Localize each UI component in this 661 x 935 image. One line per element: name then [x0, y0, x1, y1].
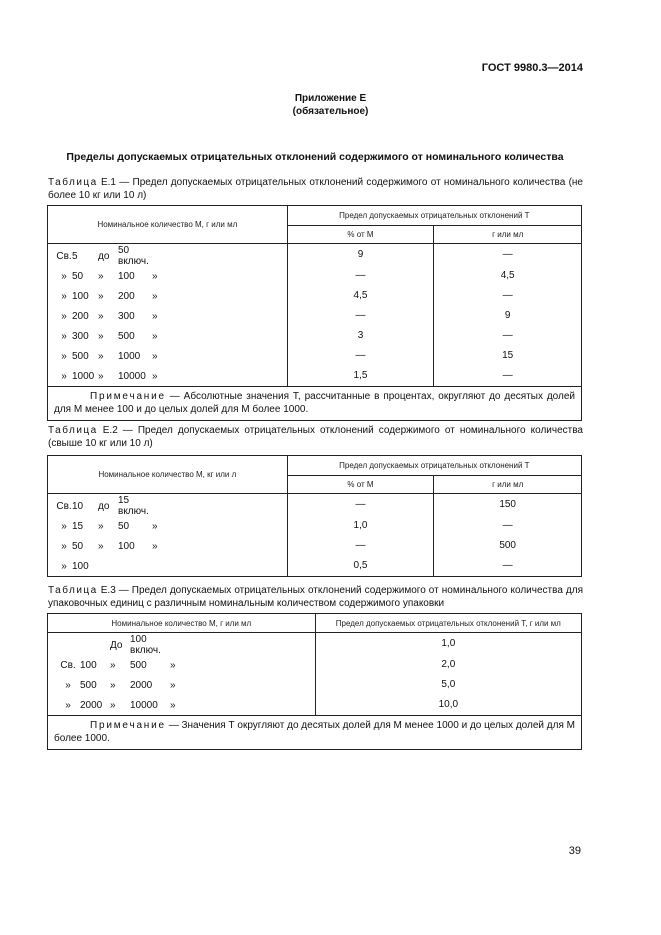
table2-row-nominal-cell [48, 536, 288, 556]
table3-col-limit: Предел допускаемых отрицательных отклонений Т, г или мл [315, 614, 581, 633]
table1-abs-cell: — [434, 326, 582, 346]
appendix-status: (обязательное) [292, 106, 369, 117]
table2-row-range-b: 100 [72, 560, 89, 572]
table1-row-range-b: 50 [72, 270, 84, 282]
table-row [48, 366, 582, 387]
table2-row-range-e: » [152, 520, 158, 532]
table2-row-range-c: » [98, 540, 104, 552]
table1-row-range-a: » [61, 270, 67, 282]
table-row [48, 516, 582, 536]
table3-row-range-e: » [170, 679, 176, 691]
table1-col-pct: % от М [287, 226, 434, 244]
table2-row-range-d: 100 [118, 540, 135, 552]
table3-row-nominal-cell [48, 655, 316, 675]
table3-note-label: Примечание [90, 720, 166, 731]
table3-row-range-d: 2000 [130, 679, 153, 691]
table3-row-range-d: 10000 [130, 699, 158, 711]
table2-abs-cell: 150 [434, 494, 582, 517]
table1-row-range-e: » [152, 370, 158, 382]
table1-row-range-c: » [98, 330, 104, 342]
table1-pct-cell: 9 [287, 244, 434, 267]
table1-row-range-d: 10000 [118, 370, 146, 382]
table3-note-text: — Значения Т округляют до десятых долей для М менее 1000 и до целых долей для М более 1000. [54, 720, 575, 744]
table1-row-nominal-cell [48, 286, 288, 306]
table3-row-range-c: До [110, 639, 123, 651]
table1-note [48, 387, 582, 421]
table1-pct-cell: — [287, 346, 434, 366]
table1-row-range-a: » [61, 350, 67, 362]
table1-abs-cell: 4,5 [434, 266, 582, 286]
table3-note [48, 716, 582, 750]
table2-row-range-a: » [61, 560, 67, 572]
table-row [48, 286, 582, 306]
table1-pct-cell: 1,5 [287, 366, 434, 387]
table1-row-nominal-cell [48, 266, 288, 286]
table2-row-range-b: 50 [72, 540, 84, 552]
table1-row-range-d: 50 включ. [118, 245, 149, 267]
table2-row-range-e: » [152, 540, 158, 552]
table-row [48, 536, 582, 556]
table3-row-range-b: 500 [80, 679, 97, 691]
table1-pct-cell: 4,5 [287, 286, 434, 306]
table-row [48, 326, 582, 346]
table3-row-range-a: » [65, 699, 71, 711]
table2-col-nominal: Номинальное количество М, кг или л [48, 456, 288, 494]
table1-caption [48, 176, 583, 202]
table1-row-range-d: 300 [118, 310, 135, 322]
appendix-title: Приложение Е [294, 93, 367, 104]
table2-row-nominal-cell [48, 556, 288, 577]
table-row [48, 494, 582, 517]
table1-row-range-d: 100 [118, 270, 135, 282]
table2-row-range-b: 15 [72, 520, 84, 532]
table1-row-range-a: » [61, 370, 67, 382]
table3-row-nominal-cell [48, 675, 316, 695]
appendix-heading [0, 92, 661, 118]
table-row [48, 633, 582, 656]
table1-row-range-e: » [152, 330, 158, 342]
table2-row-range-a: » [61, 520, 67, 532]
table3-row-range-c: » [110, 679, 116, 691]
table2-col-pct: % от М [287, 476, 434, 494]
table3-caption-text: Е.3 — Предел допускаемых отрицательных отклонений содержимого от номинального количества для упаковочных единиц с различным номинальным количеством содержимого упаковки [48, 585, 583, 609]
table1-row-range-d: 500 [118, 330, 135, 342]
table3-row-range-e: » [170, 659, 176, 671]
table3-row-nominal-cell [48, 695, 316, 716]
page-number: 39 [568, 845, 581, 857]
main-title: Пределы допускаемых отрицательных отклонений содержимого от номинального количества [66, 151, 564, 163]
table2-row-range-c: » [98, 520, 104, 532]
table1-col-abs: г или мл [434, 226, 582, 244]
table1-row-range-a: Св. [56, 250, 72, 262]
table3-col-nominal: Номинальное количество М, г или мл [48, 614, 316, 633]
table1-row-range-e: » [152, 290, 158, 302]
table3-row-range-c: » [110, 699, 116, 711]
table1-row-nominal-cell [48, 326, 288, 346]
table-row [48, 266, 582, 286]
table1-abs-cell: 15 [434, 346, 582, 366]
table1-row-range-c: до [98, 250, 110, 262]
table1-row-range-d: 200 [118, 290, 135, 302]
table1-note-text: — Абсолютные значения Т, рассчитанные в процентах, округляют до десятых долей для М менее 100 и до целых долей для М более 1000. [54, 391, 575, 415]
table1-abs-cell: — [434, 286, 582, 306]
table2-abs-cell: — [434, 516, 582, 536]
table1-abs-cell: — [434, 366, 582, 387]
table1-row-nominal-cell [48, 366, 288, 387]
table3-val-cell: 10,0 [315, 695, 581, 716]
table1-row-range-e: » [152, 350, 158, 362]
table1-caption-text: Е.1 — Предел допускаемых отрицательных отклонений содержимого от номинального количества (не более 10 кг или 10 л) [48, 177, 583, 201]
table-row [48, 695, 582, 716]
table1-row-range-a: » [61, 310, 67, 322]
table1-row-range-c: » [98, 370, 104, 382]
table1-row-range-c: » [98, 310, 104, 322]
table3 [47, 613, 582, 750]
table3-row-nominal-cell [48, 633, 316, 656]
table3-row-range-a: Св. [60, 659, 76, 671]
table1-row-range-b: 5 [72, 250, 78, 262]
table1-col-nominal: Номинальное количество М, г или мл [48, 206, 288, 244]
table3-caption [48, 584, 583, 610]
table1-row-range-e: » [152, 310, 158, 322]
table2-col-abs: г или мл [434, 476, 582, 494]
table1-row-range-a: » [61, 330, 67, 342]
table2-pct-cell: 1,0 [287, 516, 434, 536]
table-row [48, 346, 582, 366]
table-row [48, 306, 582, 326]
table1-note-label: Примечание [90, 391, 166, 402]
table2-pct-cell: — [287, 536, 434, 556]
table1-row-nominal-cell [48, 346, 288, 366]
table1-pct-cell: — [287, 266, 434, 286]
table-row [48, 655, 582, 675]
table3-val-cell: 1,0 [315, 633, 581, 656]
table3-row-range-d: 500 [130, 659, 147, 671]
table2-pct-cell: — [287, 494, 434, 517]
table2-row-range-b: 10 [72, 500, 84, 512]
table3-val-cell: 2,0 [315, 655, 581, 675]
table1-row-range-b: 500 [72, 350, 89, 362]
table2-abs-cell: 500 [434, 536, 582, 556]
table1-row-nominal-cell [48, 244, 288, 267]
table-row [48, 675, 582, 695]
table1-row-range-b: 100 [72, 290, 89, 302]
table1-col-group: Предел допускаемых отрицательных отклонений Т [287, 206, 581, 226]
table3-row-range-a: » [65, 679, 71, 691]
table1-pct-cell: — [287, 306, 434, 326]
table1-row-range-e: » [152, 270, 158, 282]
table1 [47, 205, 582, 421]
table1-pct-cell: 3 [287, 326, 434, 346]
table2-row-range-d: 15 включ. [118, 495, 149, 517]
table1-row-range-b: 200 [72, 310, 89, 322]
table2-row-range-d: 50 [118, 520, 130, 532]
table2-abs-cell: — [434, 556, 582, 577]
table2-row-range-a: Св. [56, 500, 72, 512]
table3-caption-prefix: Таблица [48, 585, 98, 596]
table2-row-range-c: до [98, 500, 110, 512]
table1-row-range-a: » [61, 290, 67, 302]
table1-caption-prefix: Таблица [48, 177, 98, 188]
table1-row-range-c: » [98, 290, 104, 302]
table2-pct-cell: 0,5 [287, 556, 434, 577]
table2-row-range-a: » [61, 540, 67, 552]
table1-row-range-d: 1000 [118, 350, 141, 362]
table2-caption-prefix: Таблица [48, 425, 98, 436]
table1-row-range-b: 1000 [72, 370, 95, 382]
table1-row-nominal-cell [48, 306, 288, 326]
document-id: ГОСТ 9980.3—2014 [481, 62, 583, 74]
table2-row-nominal-cell [48, 516, 288, 536]
table-row [48, 244, 582, 267]
table2-col-group: Предел допускаемых отрицательных отклонений Т [287, 456, 581, 476]
table1-abs-cell: 9 [434, 306, 582, 326]
table3-row-range-c: » [110, 659, 116, 671]
table3-row-range-b: 2000 [80, 699, 103, 711]
table1-abs-cell: — [434, 244, 582, 267]
table1-row-range-c: » [98, 350, 104, 362]
table-row [48, 556, 582, 577]
table3-row-range-e: » [170, 699, 176, 711]
table2-caption [48, 424, 583, 450]
table3-val-cell: 5,0 [315, 675, 581, 695]
table3-row-range-b: 100 [80, 659, 97, 671]
table1-row-range-b: 300 [72, 330, 89, 342]
table1-row-range-c: » [98, 270, 104, 282]
table2-caption-text: Е.2 — Предел допускаемых отрицательных отклонений содержимого от номинального количества (свыше 10 кг или 10 л) [48, 425, 583, 449]
table3-row-range-d: 100 включ. [130, 634, 161, 656]
table2 [47, 455, 582, 577]
table2-row-nominal-cell [48, 494, 288, 517]
